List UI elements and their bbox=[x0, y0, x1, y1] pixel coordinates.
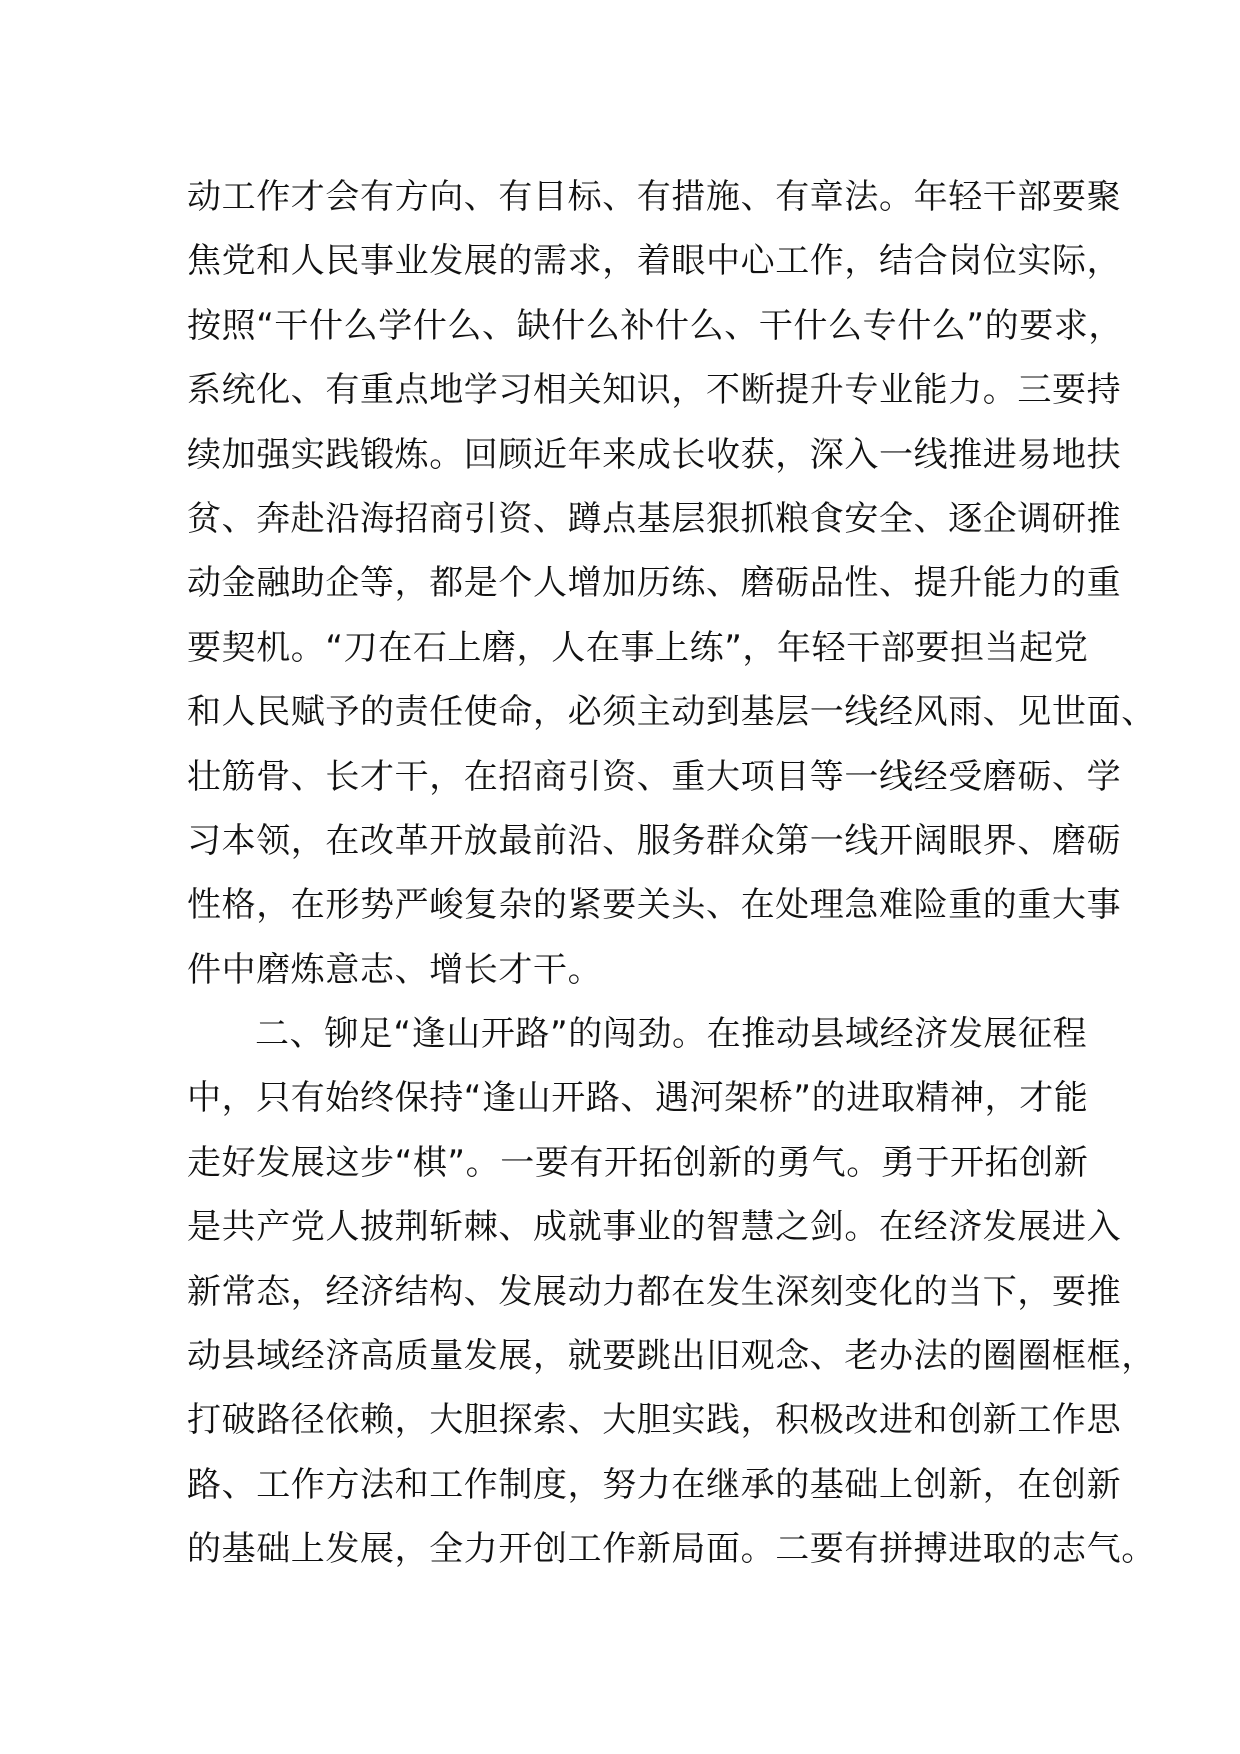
text-line: 续加强实践锻炼。回顾近年来成长收获，深入一线推进易地扶 bbox=[187, 434, 1122, 475]
text-line: 路、工作方法和工作制度，努力在继承的基础上创新，在创新 bbox=[187, 1464, 1122, 1505]
text-line: 按照“干什么学什么、缺什么补什么、干什么专什么”的要求， bbox=[187, 305, 1124, 346]
text-line: 动县域经济高质量发展，就要跳出旧观念、老办法的圈圈框框， bbox=[187, 1336, 1156, 1377]
text-line: 的基础上发展，全力开创工作新局面。二要有拼搏进取的志气。 bbox=[187, 1529, 1156, 1570]
section-heading-line: 二、铆足“逢山开路”的闯劲。在推动县域经济发展征程 bbox=[255, 1014, 1088, 1055]
text-line: 习本领，在改革开放最前沿、服务群众第一线开阔眼界、磨砺 bbox=[187, 820, 1122, 861]
text-line: 是共产党人披荆斩棘、成就事业的智慧之剑。在经济发展进入 bbox=[187, 1207, 1122, 1248]
text-line: 动工作才会有方向、有目标、有措施、有章法。年轻干部要聚 bbox=[187, 177, 1122, 217]
text-line: 壮筋骨、长才干，在招商引资、重大项目等一线经受磨砺、学 bbox=[187, 756, 1122, 797]
text-line: 新常态，经济结构、发展动力都在发生深刻变化的当下，要推 bbox=[187, 1271, 1122, 1312]
text-line: 件中磨炼意志、增长才干。 bbox=[187, 949, 603, 990]
text-line: 贫、奔赴沿海招商引资、蹲点基层狠抓粮食安全、逐企调研推 bbox=[187, 498, 1122, 539]
text-line: 焦党和人民事业发展的需求，着眼中心工作，结合岗位实际， bbox=[187, 241, 1122, 282]
text-line: 中，只有始终保持“逢山开路、遇河架桥”的进取精神，才能 bbox=[187, 1078, 1089, 1119]
body-text bbox=[187, 165, 1156, 1582]
text-line: 动金融助企等，都是个人增加历练、磨砺品性、提升能力的重 bbox=[187, 563, 1122, 604]
text-line: 性格，在形势严峻复杂的紧要关头、在处理急难险重的重大事 bbox=[187, 885, 1122, 926]
text-line: 和人民赋予的责任使命，必须主动到基层一线经风雨、见世面、 bbox=[187, 692, 1156, 733]
text-line: 走好发展这步“棋”。一要有开拓创新的勇气。勇于开拓创新 bbox=[187, 1142, 1089, 1183]
text-line: 打破路径依赖，大胆探索、大胆实践，积极改进和创新工作思 bbox=[187, 1400, 1122, 1441]
text-line: 系统化、有重点地学习相关知识，不断提升专业能力。三要持 bbox=[187, 370, 1122, 411]
text-line: 要契机。“刀在石上磨，人在事上练”，年轻干部要担当起党 bbox=[187, 627, 1089, 668]
